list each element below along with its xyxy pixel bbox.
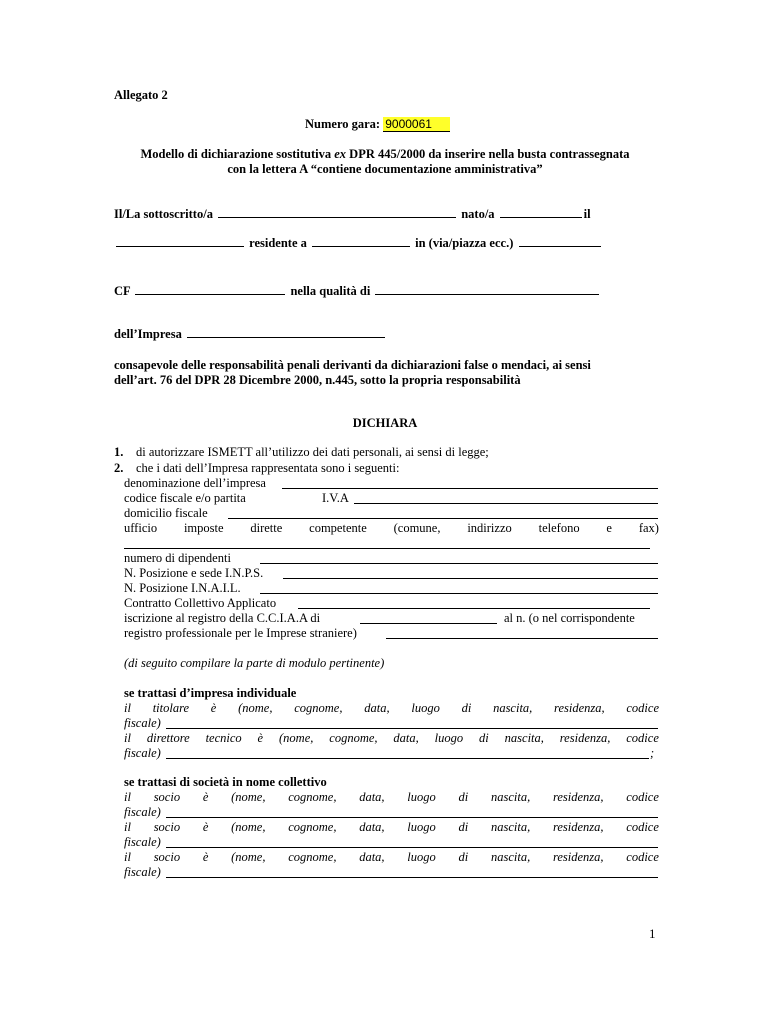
direttore-word: tecnico xyxy=(205,731,242,745)
consapevole-line-2: dell’art. 76 del DPR 28 Dicembre 2000, n.445, sotto la propria responsabilità xyxy=(114,373,521,387)
direttore-word: nascita, xyxy=(504,731,544,745)
direttore-word: (nome, xyxy=(279,731,314,745)
titolare-word: di xyxy=(461,701,472,715)
socio-word: codice xyxy=(626,820,659,834)
titolare-field[interactable] xyxy=(166,728,658,729)
ufficio-field[interactable] xyxy=(124,548,650,549)
socio-word: luogo xyxy=(407,820,436,834)
socio-word: il xyxy=(124,850,131,864)
direttore-field[interactable] xyxy=(166,758,649,759)
socio-word: codice xyxy=(626,790,659,804)
socio-1-fiscale-label: fiscale) xyxy=(124,805,161,819)
socio-3-field[interactable] xyxy=(166,877,658,878)
direttore-word: il xyxy=(124,731,131,745)
socio-word: cognome, xyxy=(288,820,337,834)
socio-word: data, xyxy=(359,820,385,834)
page-number: 1 xyxy=(649,926,656,941)
iva-field[interactable] xyxy=(354,503,658,504)
socio-word: è xyxy=(202,820,209,834)
ufficio-word: dirette xyxy=(250,521,283,535)
titolare-word: nascita, xyxy=(493,701,533,715)
socio-word: il xyxy=(124,790,131,804)
inail-field[interactable] xyxy=(260,593,658,594)
point-1: 1. di autorizzare ISMETT all’utilizzo dei dati personali, ai sensi di legge; xyxy=(114,445,489,459)
socio-word: cognome, xyxy=(288,790,337,804)
socio-line-1 xyxy=(124,790,659,805)
point-2: 2. che i dati dell’Impresa rappresentata sono i seguenti: xyxy=(114,461,400,475)
socio-word: luogo xyxy=(407,790,436,804)
titolare-word: il xyxy=(124,701,131,715)
socio-word: di xyxy=(458,820,469,834)
socio-line-3 xyxy=(124,850,659,865)
iscrizione-line: iscrizione al registro della C.C.I.A.A di al n. (o nel corrispondente xyxy=(124,611,635,625)
socio-word: data, xyxy=(359,790,385,804)
sottoscritto-line: Il/La sottoscritto/a nato/a il xyxy=(114,207,591,221)
domicilio-field[interactable] xyxy=(228,518,658,519)
socio-word: socio xyxy=(153,850,181,864)
individuale-heading: se trattasi d’impresa individuale xyxy=(124,686,297,700)
socio-word: di xyxy=(458,790,469,804)
direttore-word: è xyxy=(257,731,264,745)
direttore-fiscale-label: fiscale) xyxy=(124,746,161,760)
nome-field[interactable] xyxy=(218,206,456,218)
socio-word: cognome, xyxy=(288,850,337,864)
socio-word: (nome, xyxy=(231,790,266,804)
contratto-field[interactable] xyxy=(298,608,650,609)
socio-3-fiscale-label: fiscale) xyxy=(124,865,161,879)
socio-word: codice xyxy=(626,850,659,864)
codice-fiscale-line: codice fiscale e/o partita I.V.A xyxy=(124,491,349,505)
dipendenti-line: numero di dipendenti xyxy=(124,551,231,565)
contratto-line: Contratto Collettivo Applicato xyxy=(124,596,277,610)
residenza-field[interactable] xyxy=(312,235,410,247)
cf-line: CF nella qualità di xyxy=(114,283,601,299)
socio-word: socio xyxy=(153,790,181,804)
titolare-word: codice xyxy=(626,701,659,715)
titolare-word: (nome, xyxy=(238,701,273,715)
ufficio-word: imposte xyxy=(183,521,224,535)
socio-word: nascita, xyxy=(490,790,531,804)
socio-2-fiscale-label: fiscale) xyxy=(124,835,161,849)
residente-line: residente a in (via/piazza ecc.) xyxy=(114,235,603,251)
compilation-note: (di seguito compilare la parte di modulo pertinente) xyxy=(124,656,385,670)
socio-2-field[interactable] xyxy=(166,847,658,848)
ufficio-word: ufficio xyxy=(124,521,158,535)
gara-number xyxy=(305,117,450,132)
domicilio-line: domicilio fiscale xyxy=(124,506,208,520)
ufficio-word: fax) xyxy=(638,521,659,535)
socio-word: è xyxy=(202,850,209,864)
titolare-word: data, xyxy=(364,701,390,715)
title-line-1: Modello di dichiarazione sostitutiva ex DPR 445/2000 da inserire nella busta contrassegnata xyxy=(140,147,630,161)
impresa-field[interactable] xyxy=(187,326,385,338)
socio-word: data, xyxy=(359,850,385,864)
via-field[interactable] xyxy=(519,235,601,247)
direttore-word: residenza, xyxy=(559,731,611,745)
ufficio-word: telefono xyxy=(538,521,580,535)
collettivo-heading: se trattasi di società in nome collettivo xyxy=(124,775,327,789)
socio-word: nascita, xyxy=(490,850,531,864)
titolare-word: titolare xyxy=(152,701,190,715)
inps-line: N. Posizione e sede I.N.P.S. xyxy=(124,566,264,580)
denominazione-field[interactable] xyxy=(282,488,658,489)
ufficio-line xyxy=(124,521,659,536)
direttore-semicolon: ; xyxy=(650,746,655,760)
ufficio-word: (comune, xyxy=(393,521,441,535)
luogo-nascita-field[interactable] xyxy=(500,206,582,218)
inail-line: N. Posizione I.N.A.I.L. xyxy=(124,581,241,595)
dichiara-heading: DICHIARA xyxy=(352,416,418,430)
titolare-word: luogo xyxy=(411,701,440,715)
direttore-word: codice xyxy=(626,731,659,745)
allegato-label: Allegato 2 xyxy=(114,88,168,102)
gara-value-field[interactable]: 9000061 xyxy=(383,117,450,132)
titolare-fiscale-label: fiscale) xyxy=(124,716,161,730)
registro-field[interactable] xyxy=(386,638,658,639)
impresa-line: dell’Impresa xyxy=(114,326,387,342)
ufficio-word: indirizzo xyxy=(467,521,512,535)
socio-word: residenza, xyxy=(552,790,604,804)
direttore-word: di xyxy=(479,731,489,745)
socio-word: socio xyxy=(153,820,181,834)
titolare-line xyxy=(124,701,659,716)
socio-word: residenza, xyxy=(552,850,604,864)
socio-word: (nome, xyxy=(231,850,266,864)
title-line-2: con la lettera A “contiene documentazione amministrativa” xyxy=(227,162,543,176)
qualita-field[interactable] xyxy=(375,283,599,295)
titolare-word: è xyxy=(210,701,217,715)
direttore-line xyxy=(124,731,659,746)
direttore-word: cognome, xyxy=(329,731,378,745)
socio-line-2 xyxy=(124,820,659,835)
dipendenti-field[interactable] xyxy=(260,563,658,564)
cf-field[interactable] xyxy=(135,283,285,295)
registro-line: registro professionale per le Imprese straniere) xyxy=(124,626,357,640)
direttore-word: data, xyxy=(393,731,419,745)
socio-word: residenza, xyxy=(552,820,604,834)
titolare-word: cognome, xyxy=(294,701,343,715)
direttore-word: luogo xyxy=(434,731,464,745)
direttore-word: direttore xyxy=(146,731,190,745)
socio-word: è xyxy=(202,790,209,804)
gara-label: Numero gara: xyxy=(305,117,381,131)
cciaa-field[interactable] xyxy=(360,623,497,624)
inps-field[interactable] xyxy=(283,578,658,579)
data-nascita-field[interactable] xyxy=(116,235,244,247)
socio-word: (nome, xyxy=(231,820,266,834)
socio-word: il xyxy=(124,820,131,834)
socio-word: luogo xyxy=(407,850,436,864)
titolare-word: residenza, xyxy=(554,701,605,715)
socio-word: nascita, xyxy=(490,820,531,834)
denominazione-line: denominazione dell’impresa xyxy=(124,476,266,490)
socio-1-field[interactable] xyxy=(166,817,658,818)
socio-word: di xyxy=(458,850,469,864)
ufficio-word: e xyxy=(606,521,612,535)
ufficio-word: competente xyxy=(309,521,367,535)
consapevole-line-1: consapevole delle responsabilità penali derivanti da dichiarazioni false o mendaci, ai sensi xyxy=(114,358,591,372)
